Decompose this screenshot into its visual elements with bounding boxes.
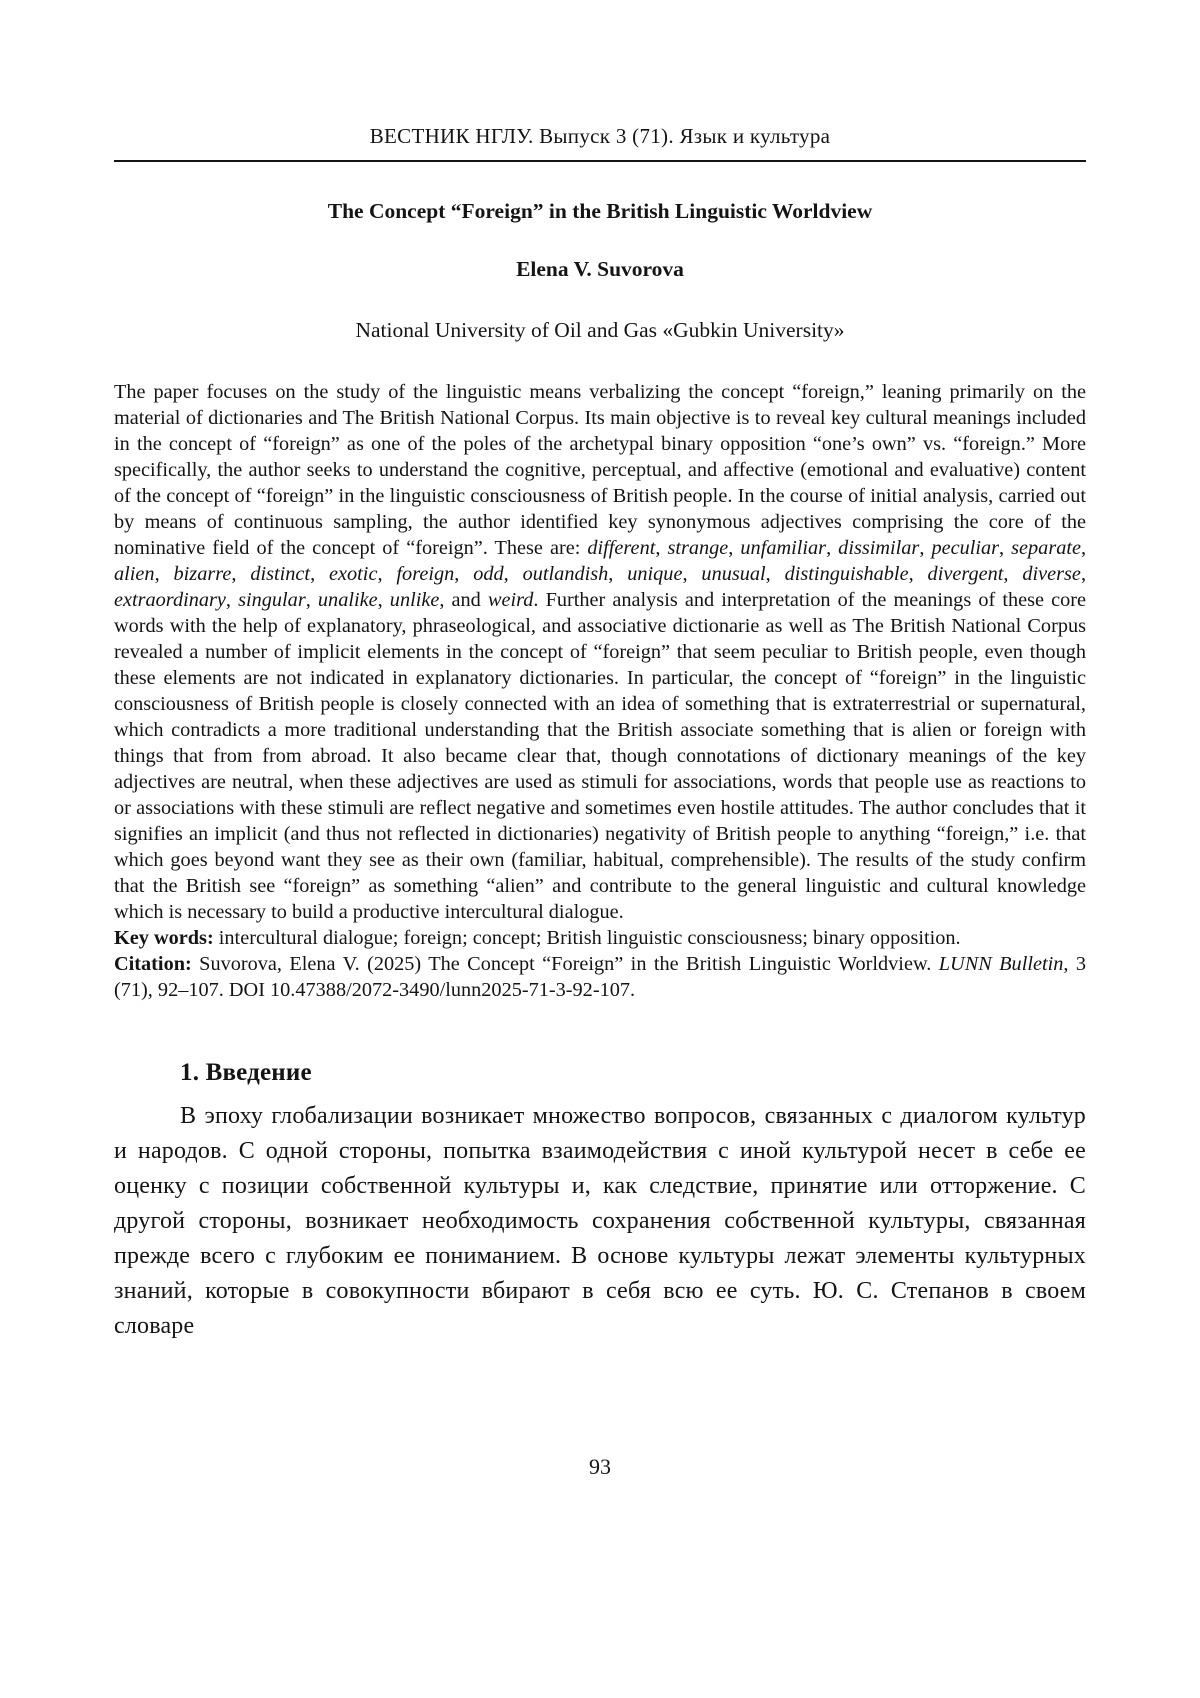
page-content bbox=[114, 0, 1086, 1344]
running-head bbox=[114, 124, 1086, 162]
journal-header-text: ВЕСТНИК НГЛУ. Выпуск 3 (71). Язык и культура bbox=[369, 124, 831, 148]
citation-label: Citation: bbox=[114, 953, 192, 975]
abstract-text: The paper focuses on the study of the linguistic means verbalizing the concept “foreign,” leaning primarily on the material of dictionaries and The British National Corpus. Its main objective is to reveal key cultural meanings included in the concept of “foreign” as one of the poles of the archetypal binary opposition “one’s own” vs. “foreign.” More specifically, the author seeks to understand the cognitive, perceptual, and affective (emotional and evaluative) content of the concept of “foreign” in the linguistic consciousness of British people. In the course of initial analysis, carried out by means of continuous sampling, the author identified key synonymous adjectives comprising the core of the nominative field of the concept of “foreign”. These are: different, strange, unfamiliar, dissimilar, peculiar, separate, alien, bizarre, distinct, exotic, foreign, odd, outlandish, unique, unusual, distinguishable, divergent, diverse, extraordinary, singular, unalike, unlike, and weird. Further analysis and interpretation of the meanings of these core words with the help of explanatory, phraseological, and associative dictionarie as well as The British National Corpus revealed a number of implicit elements in the concept of “foreign” that seem peculiar to British people, even though these elements are not indicated in explanatory dictionaries. In particular, the concept of “foreign” in the linguistic consciousness of British people is closely connected with an idea of something that is extraterrestrial or supernatural, which contradicts a more traditional understanding that the British associate something that is alien or foreign with things that from from abroad. It also became clear that, though connotations of dictionary meanings of the key adjectives are neutral, when these adjectives are used as stimuli for associations, words that people use as reactions to or associations with these stimuli are reflect negative and sometimes even hostile attitudes. The author concludes that it signifies an implicit (and thus not reflected in dictionaries) negativity of British people to anything “foreign,” i.e. that which goes beyond want they see as their own (familiar, habitual, comprehensible). The results of the study confirm that the British see “foreign” as something “alien” and contribute to the general linguistic and cultural knowledge which is necessary to build a productive intercultural dialogue. bbox=[114, 381, 1087, 923]
article-author: Elena V. Suvorova bbox=[516, 257, 684, 281]
introduction-paragraph: В эпоху глобализации возникает множество вопросов, связанных с диалогом культур и народов. С одной стороны, попытка взаимодействия с иной культурой несет в себе ее оценку с позиции собственной культуры и, как следствие, принятие или отторжение. С другой стороны, возникает необходимость сохранения собственной культуры, связанная прежде всего с глубоким ее пониманием. В основе культуры лежат элементы культурных знаний, которые в совокупности вбирают в себя всю ее суть. Ю. С. Степанов в своем словаре bbox=[114, 1103, 1086, 1339]
section-heading-introduction: 1. Введение bbox=[180, 1059, 312, 1086]
page-number: 93 bbox=[589, 1454, 611, 1479]
article-title: The Concept “Foreign” in the British Linguistic Worldview bbox=[327, 199, 873, 223]
article-affiliation: National University of Oil and Gas «Gubkin University» bbox=[355, 318, 845, 342]
keywords-text: intercultural dialogue; foreign; concept; British linguistic consciousness; binary opposition. bbox=[218, 927, 961, 949]
citation-line bbox=[114, 951, 1086, 1003]
keywords-line bbox=[114, 925, 1086, 951]
header-rule bbox=[114, 160, 1086, 162]
citation-text: Suvorova, Elena V. (2025) The Concept “Foreign” in the British Linguistic Worldview. LUNN Bulletin, 3 (71), 92–107. DOI 10.47388/2072-3490/lunn2025-71-3-92-107. bbox=[114, 953, 1086, 1001]
keywords-label: Key words: bbox=[114, 927, 214, 949]
